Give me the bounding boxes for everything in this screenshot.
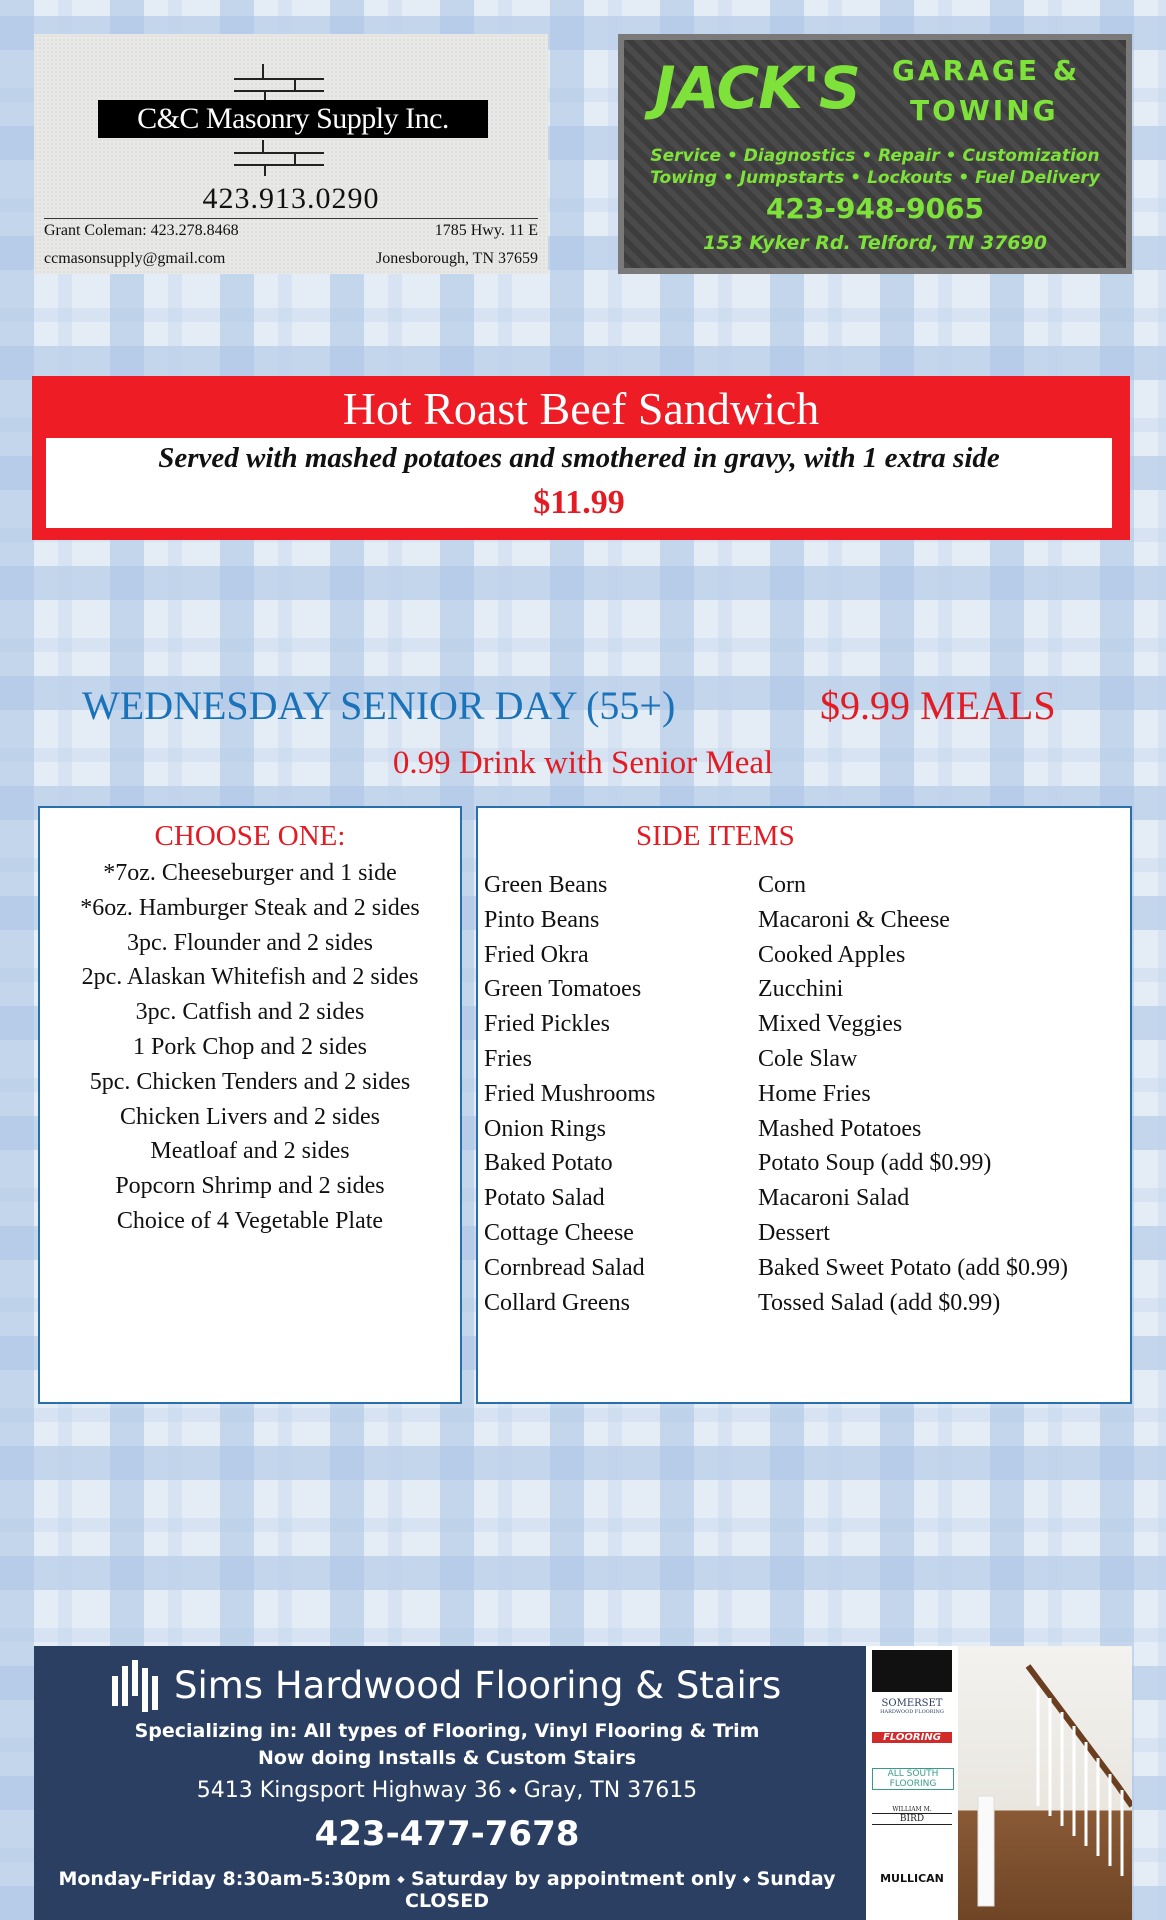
sims-hardwood-ad xyxy=(34,1646,1132,1920)
list-item: Cole Slaw xyxy=(758,1045,858,1072)
jacks-name: JACK'S xyxy=(654,54,860,122)
list-item: Fried Pickles xyxy=(484,1011,610,1038)
mullican-logo: MULLICAN xyxy=(880,1872,944,1885)
sims-business-name: Sims Hardwood Flooring & Stairs xyxy=(174,1664,782,1707)
cc-contact: Grant Coleman: 423.278.8468 xyxy=(44,222,239,239)
list-item: Fried Okra xyxy=(484,941,589,968)
list-item: Pinto Beans xyxy=(484,906,600,933)
tree-logo-icon xyxy=(872,1650,952,1692)
cc-email: ccmasonsupply@gmail.com xyxy=(44,250,226,267)
list-item: Potato Salad xyxy=(484,1185,605,1212)
list-item: 3pc. Catfish and 2 sides xyxy=(135,999,365,1026)
somerset-logo xyxy=(872,1698,952,1715)
list-item: Cottage Cheese xyxy=(484,1219,634,1246)
cc-masonry-ad xyxy=(34,34,548,274)
senior-day-title: WEDNESDAY SENIOR DAY (55+) xyxy=(82,683,676,728)
all-south-logo: ALL SOUTH FLOORING xyxy=(872,1768,954,1790)
flooring-logo: FLOORING xyxy=(872,1732,952,1743)
choose-one-panel xyxy=(38,806,462,1404)
list-item: 3pc. Flounder and 2 sides xyxy=(127,929,373,956)
special-details xyxy=(46,438,1112,528)
list-item: Collard Greens xyxy=(484,1289,630,1316)
jacks-garage-label: GARAGE & xyxy=(892,54,1081,87)
jacks-services-line2: Towing • Jumpstarts • Lockouts • Fuel Delivery xyxy=(650,168,1100,188)
cc-business-name: C&C Masonry Supply Inc. xyxy=(98,100,488,138)
list-item: Corn xyxy=(758,872,806,898)
cc-address-line1: 1785 Hwy. 11 E xyxy=(434,222,538,239)
list-item: Fries xyxy=(484,1045,532,1072)
list-item: Macaroni & Cheese xyxy=(758,906,950,933)
cc-address-line2: Jonesborough, TN 37659 xyxy=(376,250,538,267)
side-items-panel xyxy=(476,806,1132,1404)
list-item: Popcorn Shrimp and 2 sides xyxy=(115,1173,385,1200)
sims-specialty-line1: Specializing in: All types of Flooring, Vinyl Flooring & Trim xyxy=(134,1720,760,1742)
list-item: Baked Potato xyxy=(484,1150,613,1177)
special-price: $11.99 xyxy=(533,484,625,521)
list-item: Cooked Apples xyxy=(758,941,906,968)
somerset-label: SOMERSET xyxy=(881,1698,943,1709)
list-item: Macaroni Salad xyxy=(758,1185,910,1212)
sims-logo-icon xyxy=(110,1658,170,1716)
list-item: *7oz. Cheeseburger and 1 side xyxy=(103,860,397,886)
brand-logos xyxy=(866,1646,958,1920)
list-item: Potato Soup (add $0.99) xyxy=(758,1150,992,1177)
sims-address: 5413 Kingsport Highway 36 ⬩ Gray, TN 37615 xyxy=(196,1778,698,1803)
choose-list xyxy=(40,856,460,1239)
jacks-services-line1: Service • Diagnostics • Repair • Customization xyxy=(650,146,1100,166)
list-item: Choice of 4 Vegetable Plate xyxy=(116,1207,384,1234)
special-description: Served with mashed potatoes and smothered in gravy, with 1 extra side xyxy=(158,442,1000,474)
jacks-address: 153 Kyker Rd. Telford, TN 37690 xyxy=(703,232,1047,254)
sides-column-1 xyxy=(484,868,655,1320)
list-item: *6oz. Hamburger Steak and 2 sides xyxy=(80,894,420,921)
somerset-sub-label: HARDWOOD FLOORING xyxy=(880,1709,944,1715)
list-item: Zucchini xyxy=(758,976,844,1003)
list-item: Mixed Veggies xyxy=(758,1011,903,1038)
bird-logo xyxy=(872,1806,952,1825)
special-title: Hot Roast Beef Sandwich xyxy=(342,383,820,434)
staircase-illustration xyxy=(958,1646,1132,1920)
sides-heading: SIDE ITEMS xyxy=(636,820,795,852)
jacks-towing-label: TOWING xyxy=(910,94,1059,127)
sides-column-2 xyxy=(758,868,1068,1320)
sims-specialty-line2: Now doing Installs & Custom Stairs xyxy=(257,1747,637,1769)
jacks-phone: 423-948-9065 xyxy=(765,192,985,225)
sims-hours: Monday-Friday 8:30am-5:30pm ⬩ Saturday by appointment only ⬩ Sunday CLOSED xyxy=(58,1868,836,1912)
staircase-photo xyxy=(958,1646,1132,1920)
list-item: Baked Sweet Potato (add $0.99) xyxy=(758,1254,1068,1281)
bird-label: BIRD xyxy=(872,1813,952,1825)
choose-heading: CHOOSE ONE: xyxy=(154,820,346,852)
senior-drink-offer: 0.99 Drink with Senior Meal xyxy=(392,745,774,781)
list-item: Chicken Livers and 2 sides xyxy=(120,1103,380,1130)
bird-prefix-label: WILLIAM M. xyxy=(892,1806,932,1813)
list-item: Meatloaf and 2 sides xyxy=(150,1138,350,1165)
list-item: Onion Rings xyxy=(484,1115,607,1142)
list-item: Home Fries xyxy=(758,1080,871,1107)
senior-meal-price: $9.99 MEALS xyxy=(820,683,1056,728)
list-item: Fried Mushrooms xyxy=(484,1080,656,1107)
list-item: Tossed Salad (add $0.99) xyxy=(758,1289,1001,1316)
list-item: 2pc. Alaskan Whitefish and 2 sides xyxy=(81,964,419,991)
list-item: 5pc. Chicken Tenders and 2 sides xyxy=(89,1068,411,1095)
divider xyxy=(44,218,538,219)
list-item: 1 Pork Chop and 2 sides xyxy=(133,1033,367,1060)
list-item: Cornbread Salad xyxy=(484,1254,645,1281)
special-box xyxy=(32,376,1130,540)
list-item: Green Beans xyxy=(484,872,608,898)
list-item: Mashed Potatoes xyxy=(758,1115,922,1142)
list-item: Dessert xyxy=(758,1219,830,1246)
cc-phone: 423.913.0290 xyxy=(202,182,380,215)
jacks-garage-ad xyxy=(618,34,1132,274)
sims-phone: 423-477-7678 xyxy=(314,1814,580,1854)
list-item: Green Tomatoes xyxy=(484,976,642,1003)
